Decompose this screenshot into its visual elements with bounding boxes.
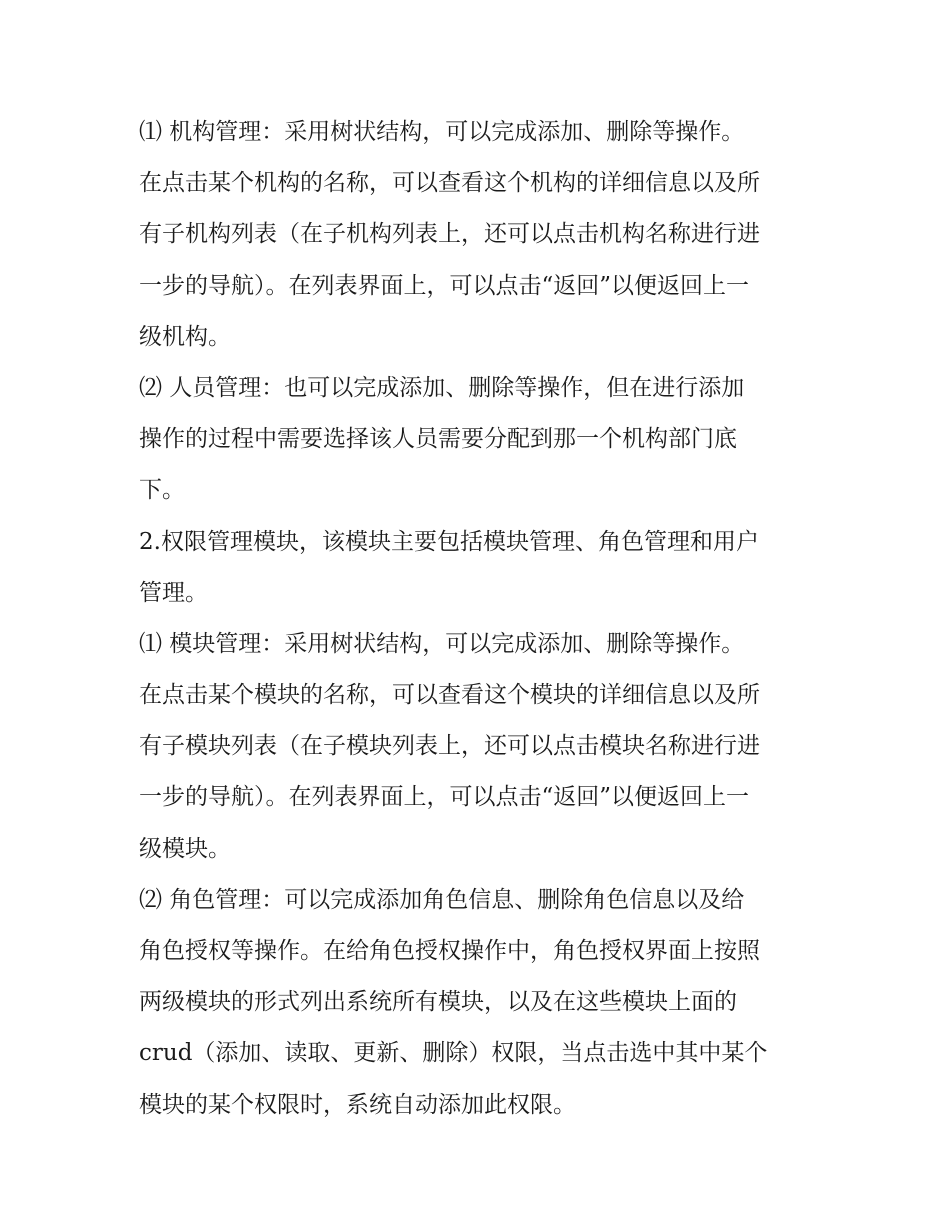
text-line: 级机构。 [139, 323, 231, 350]
text-line: crud（添加、读取、更新、删除）权限，当点击选中其中某个 [139, 1040, 768, 1067]
text-line: 有子模块列表（在子模块列表上，还可以点击模块名称进行进 [139, 733, 760, 760]
text-line: ⑴ 模块管理：采用树状结构，可以完成添加、删除等操作。 [139, 630, 745, 657]
text-line: 模块的某个权限时，系统自动添加此权限。 [139, 1091, 576, 1118]
text-line: 管理。 [139, 579, 208, 606]
text-line: 2.权限管理模块，该模块主要包括模块管理、角色管理和用户 [139, 528, 759, 555]
text-line: ⑴ 机构管理：采用树状结构，可以完成添加、删除等操作。 [139, 119, 745, 145]
text-line: 有子机构列表（在子机构列表上，还可以点击机构名称进行进 [139, 221, 760, 248]
text-line: 在点击某个模块的名称，可以查看这个模块的详细信息以及所 [139, 682, 760, 709]
text-line: 下。 [139, 477, 185, 504]
document-body [139, 107, 819, 1131]
text-line: 角色授权等操作。在给角色授权操作中，角色授权界面上按照 [139, 938, 760, 964]
text-line: 操作的过程中需要选择该人员需要分配到那一个机构部门底 [139, 426, 737, 453]
text-line: ⑵ 角色管理：可以完成添加角色信息、删除角色信息以及给 [139, 886, 745, 913]
text-line: 两级模块的形式列出系统所有模块，以及在这些模块上面的 [139, 989, 737, 1016]
text-line: 级模块。 [139, 835, 231, 862]
text-line: 在点击某个机构的名称，可以查看这个机构的详细信息以及所 [139, 170, 760, 197]
text-line: ⑵ 人员管理：也可以完成添加、删除等操作，但在进行添加 [139, 374, 745, 401]
text-line: 一步的导航）。在列表界面上，可以点击“返回”以便返回上一 [139, 784, 750, 811]
text-line: 一步的导航）。在列表界面上，可以点击“返回”以便返回上一 [139, 272, 750, 299]
